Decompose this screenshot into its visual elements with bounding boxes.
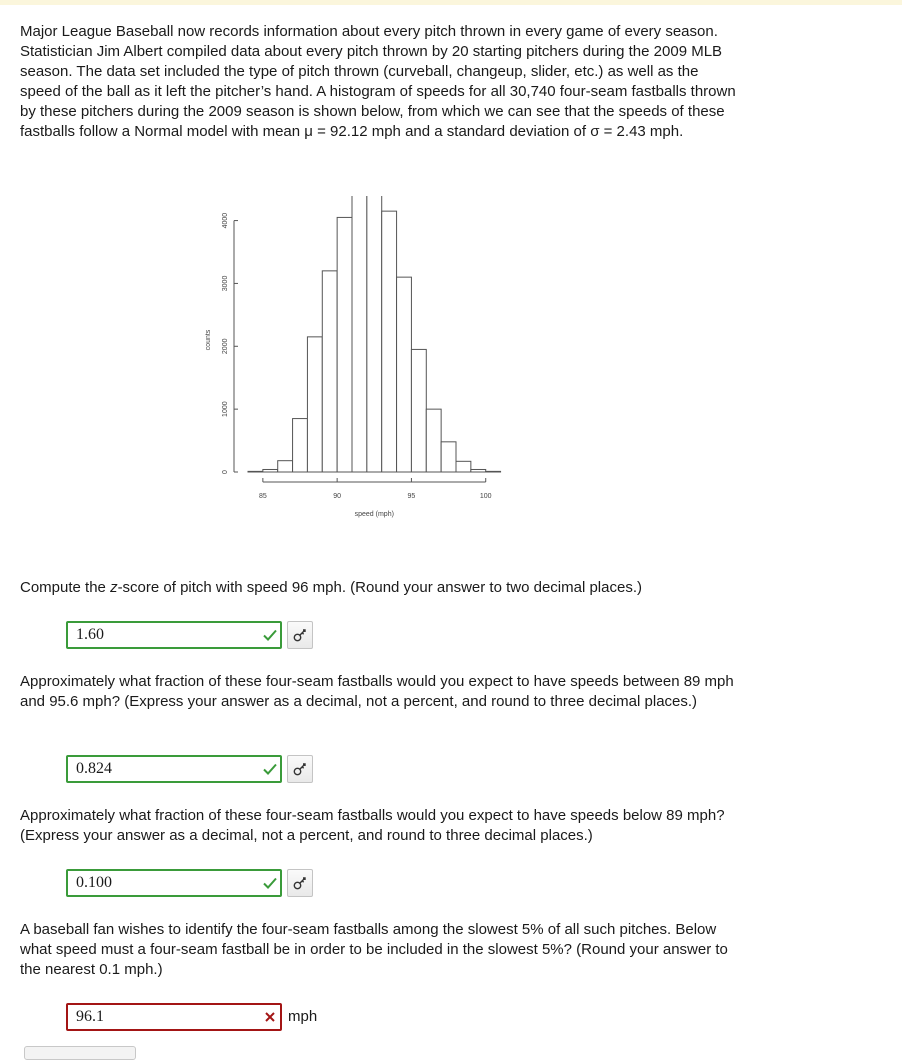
histogram-bar — [426, 409, 441, 472]
intro-paragraph: Major League Baseball now records information about every pitch thrown in every game of every season. Statistician Jim Albert compiled data about every pitch thrown by 20 starting pitchers during the 2009 MLB season. The data set included the type of pitch thrown (curveball, changeup, slider, etc.) as well as the speed of the ball as it left the pitcher’s hand. A histogram of speeds for all 30,740 four-seam fastballs thrown by these pitchers during the 2009 season is shown below, from which we can see that the speeds of these fastballs follow a Normal model with mean μ = 92.12 mph and a standard deviation of σ = 2.43 mph. — [20, 23, 736, 140]
speed-histogram — [196, 196, 536, 526]
histogram-bar — [456, 461, 471, 472]
key-icon — [293, 762, 307, 776]
histogram-bar — [248, 471, 263, 472]
question-1-prompt: Compute the z-score of pitch with speed 96 mph. (Round your answer to two decimal places.) — [20, 579, 642, 596]
histogram-bar — [307, 337, 322, 472]
question-4-prompt: A baseball fan wishes to identify the four-seam fastballs among the slowest 5% of all such pitches. Below what speed must a four-seam fastball be in order to be included in the slowest 5%? (Round your answer to the nearest 0.1 mph.) — [20, 921, 728, 978]
y-tick-label: 2000 — [222, 338, 229, 355]
partially-visible-button[interactable] — [24, 1046, 136, 1060]
x-axis-label: speed (mph) — [354, 511, 394, 518]
check-icon — [262, 627, 278, 643]
histogram-bar — [486, 471, 501, 472]
key-button-3[interactable] — [287, 869, 313, 897]
unit-label: mph — [288, 1008, 318, 1025]
question-3-prompt: Approximately what fraction of these four-seam fastballs would you expect to have speeds below 89 mph? (Express your answer as a decimal, not a percent, and round to three decimal places.) — [20, 807, 725, 844]
x-icon — [262, 1009, 278, 1025]
histogram-bar — [382, 211, 397, 472]
check-icon — [262, 761, 278, 777]
histogram-bar — [441, 442, 456, 472]
y-tick-label: 1000 — [222, 401, 229, 417]
histogram-bar — [471, 469, 486, 472]
histogram-bar — [337, 217, 352, 472]
key-button-1[interactable] — [287, 621, 313, 649]
histogram-svg — [196, 196, 536, 526]
x-tick-label: 90 — [333, 493, 342, 500]
answer-input-3[interactable]: 0.100 — [66, 869, 282, 897]
top-highlight-bar — [0, 0, 902, 5]
key-icon — [293, 876, 307, 890]
y-axis-label: counts — [205, 329, 212, 351]
y-tick-label: 3000 — [222, 275, 229, 292]
histogram-bar — [293, 419, 308, 472]
answer-input-4[interactable]: 96.1 — [66, 1003, 282, 1031]
key-button-2[interactable] — [287, 755, 313, 783]
x-tick-label: 95 — [407, 493, 416, 500]
x-tick-label: 100 — [479, 493, 492, 500]
answer-input-1[interactable]: 1.60 — [66, 621, 282, 649]
question-2-prompt: Approximately what fraction of these four-seam fastballs would you expect to have speeds between 89 mph and 95.6 mph? (Express your answer as a decimal, not a percent, and round to three decimal places.) — [20, 673, 734, 710]
histogram-bar — [397, 277, 412, 472]
check-icon — [262, 875, 278, 891]
histogram-bar — [263, 469, 278, 472]
histogram-bar — [411, 349, 426, 472]
histogram-bar — [322, 271, 337, 472]
histogram-bar — [278, 461, 293, 472]
x-tick-label: 85 — [258, 493, 267, 500]
y-tick-label: 4000 — [222, 212, 229, 229]
histogram-bar — [367, 196, 382, 472]
histogram-bar — [352, 196, 367, 472]
key-icon — [293, 628, 307, 642]
y-tick-label: 0 — [222, 470, 229, 474]
answer-input-2[interactable]: 0.824 — [66, 755, 282, 783]
